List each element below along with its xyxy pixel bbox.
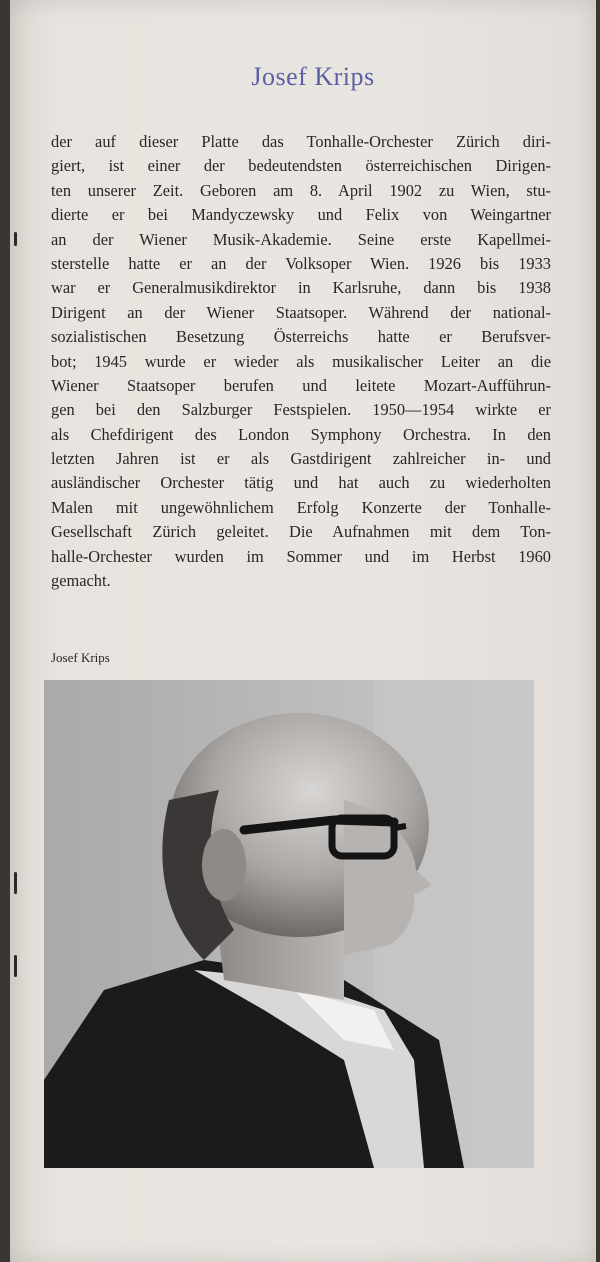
photo-caption: Josef Krips: [51, 650, 110, 665]
bio-line: sozialistischen Besetzung Österreichs hatte er Berufsver-: [51, 327, 551, 347]
document-title: Josef Krips: [251, 62, 375, 91]
bio-line: Gesellschaft Zürich geleitet. Die Aufnahmen mit dem Ton-: [51, 522, 551, 542]
binding-mark: [14, 872, 17, 894]
bio-line: gen bei den Salzburger Festspielen. 1950—1954 wirkte er: [51, 400, 551, 420]
bio-line: der auf dieser Platte das Tonhalle-Orchester Zürich diri-: [51, 132, 551, 151]
bio-line: war er Generalmusikdirektor in Karlsruhe, dann bis 1938: [51, 278, 551, 298]
bio-line: ausländischer Orchester tätig und hat auch zu wiederholten: [51, 473, 551, 493]
bio-line: als Chefdirigent des London Symphony Orchestra. In den: [51, 424, 551, 444]
bio-line: Malen mit ungewöhnlichem Erfolg Konzerte der Tonhalle-: [51, 497, 551, 517]
bio-line: dierte er bei Mandyczewsky und Felix von Weingartner: [51, 205, 551, 225]
biography-text: [51, 130, 551, 593]
bio-line: sterstelle hatte er an der Volksoper Wien. 1926 bis 1933: [51, 253, 551, 273]
bio-line: letzten Jahren ist er als Gastdirigent zahlreicher in- und: [51, 449, 551, 469]
bio-line: ten unserer Zeit. Geboren am 8. April 1902 zu Wien, stu-: [51, 180, 551, 200]
binding-mark: [14, 232, 17, 246]
portrait-photo: [44, 680, 534, 1168]
binding-mark: [14, 955, 17, 977]
bio-line: Dirigent an der Wiener Staatsoper. Während der national-: [51, 302, 551, 322]
bio-line: bot; 1945 wurde er wieder als musikalischer Leiter an die: [51, 351, 551, 371]
bio-line: giert, ist einer der bedeutendsten österreichischen Dirigen-: [51, 156, 551, 176]
bio-line: an der Wiener Musik-Akademie. Seine erste Kapellmei-: [51, 229, 551, 249]
bio-line: halle-Orchester wurden im Sommer und im Herbst 1960: [51, 546, 551, 566]
bio-line: gemacht.: [51, 571, 111, 591]
bio-line: Wiener Staatsoper berufen und leitete Mozart-Aufführun-: [51, 375, 551, 395]
